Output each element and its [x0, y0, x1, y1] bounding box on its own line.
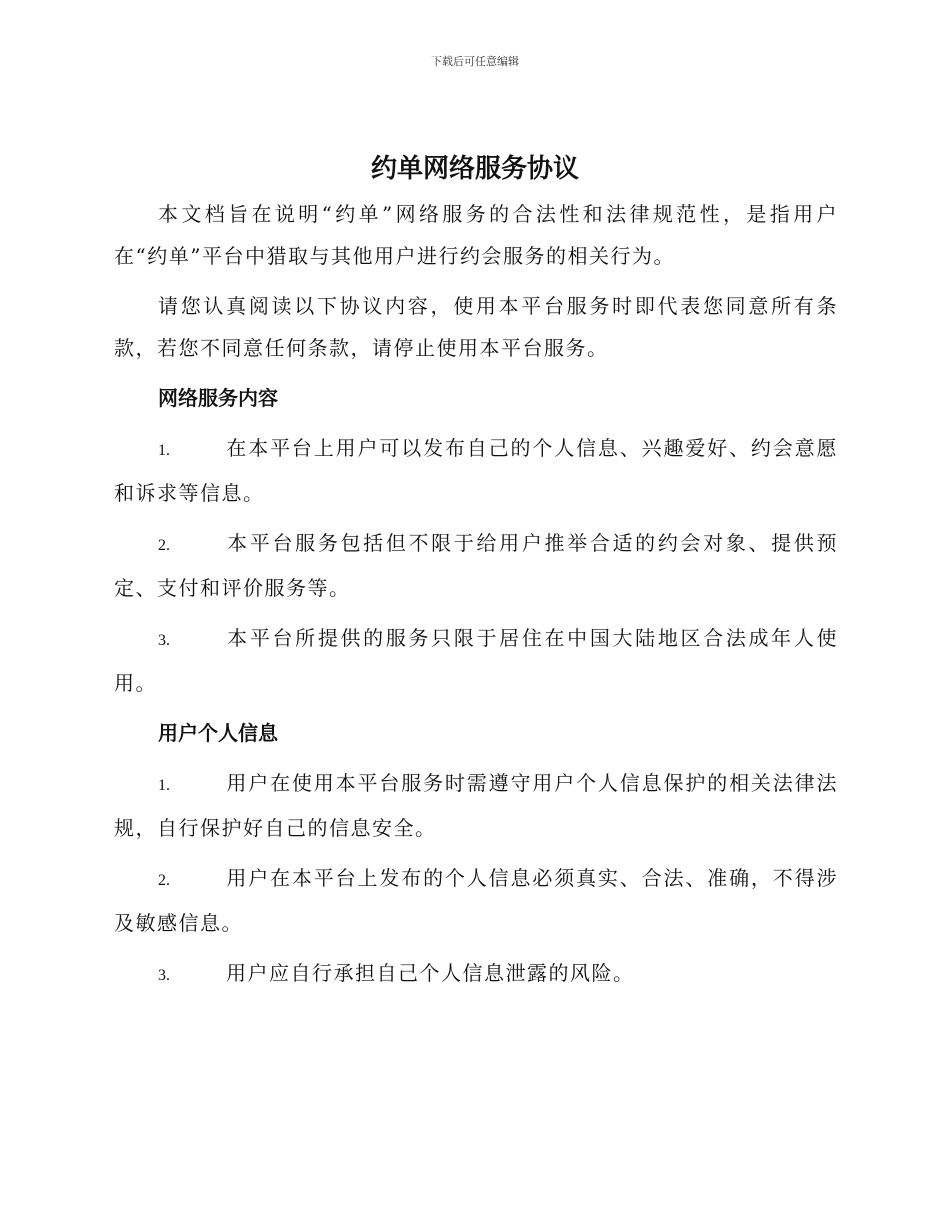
list-item-text: 本平台所提供的服务只限于居住在中国大陆地区合法成年人使用。: [114, 626, 838, 695]
intro-paragraph: 本文档旨在说明“约单”网络服务的合法性和法律规范性，是指用户在“约单”平台中猎取与其他用户进行约会服务的相关行为。: [114, 202, 838, 268]
document-title: 约单网络服务协议: [370, 154, 579, 184]
list-item: [114, 762, 838, 849]
intro-paragraph: 请您认真阅读以下协议内容，使用本平台服务时即代表您同意所有条款，若您不同意任何条款，请停止使用本平台服务。: [114, 294, 838, 360]
list-item: [114, 522, 838, 609]
list-item: [114, 952, 838, 997]
list-item-text: 本平台服务包括但不限于给用户推举合适的约会对象、提供预定、支付和评价服务等。: [114, 531, 838, 600]
list-item-number: 1.: [158, 442, 170, 459]
list-item: [114, 427, 838, 514]
list-item-number: 3.: [158, 967, 170, 984]
list-item-text: 用户在使用本平台服务时需遵守用户个人信息保护的相关法律法规，自行保护好自己的信息安全。: [114, 771, 838, 840]
list-item: [114, 617, 838, 704]
document-body: [114, 193, 838, 1005]
section-heading-user-info: 用户个人信息: [158, 721, 278, 745]
list-item-text: 用户在本平台上发布的个人信息必须真实、合法、准确，不得涉及敏感信息。: [114, 866, 838, 935]
list-item-text: 用户应自行承担自己个人信息泄露的风险。: [226, 961, 635, 985]
header-note: 下载后可任意编辑: [431, 55, 519, 68]
list-item-number: 3.: [158, 632, 170, 649]
list-item-text: 在本平台上用户可以发布自己的个人信息、兴趣爱好、约会意愿和诉求等信息。: [114, 436, 838, 505]
list-item-number: 2.: [158, 537, 170, 554]
section-heading-service-content: 网络服务内容: [158, 386, 278, 410]
list-item: [114, 857, 838, 944]
list-item-number: 1.: [158, 777, 170, 794]
list-item-number: 2.: [158, 872, 170, 889]
